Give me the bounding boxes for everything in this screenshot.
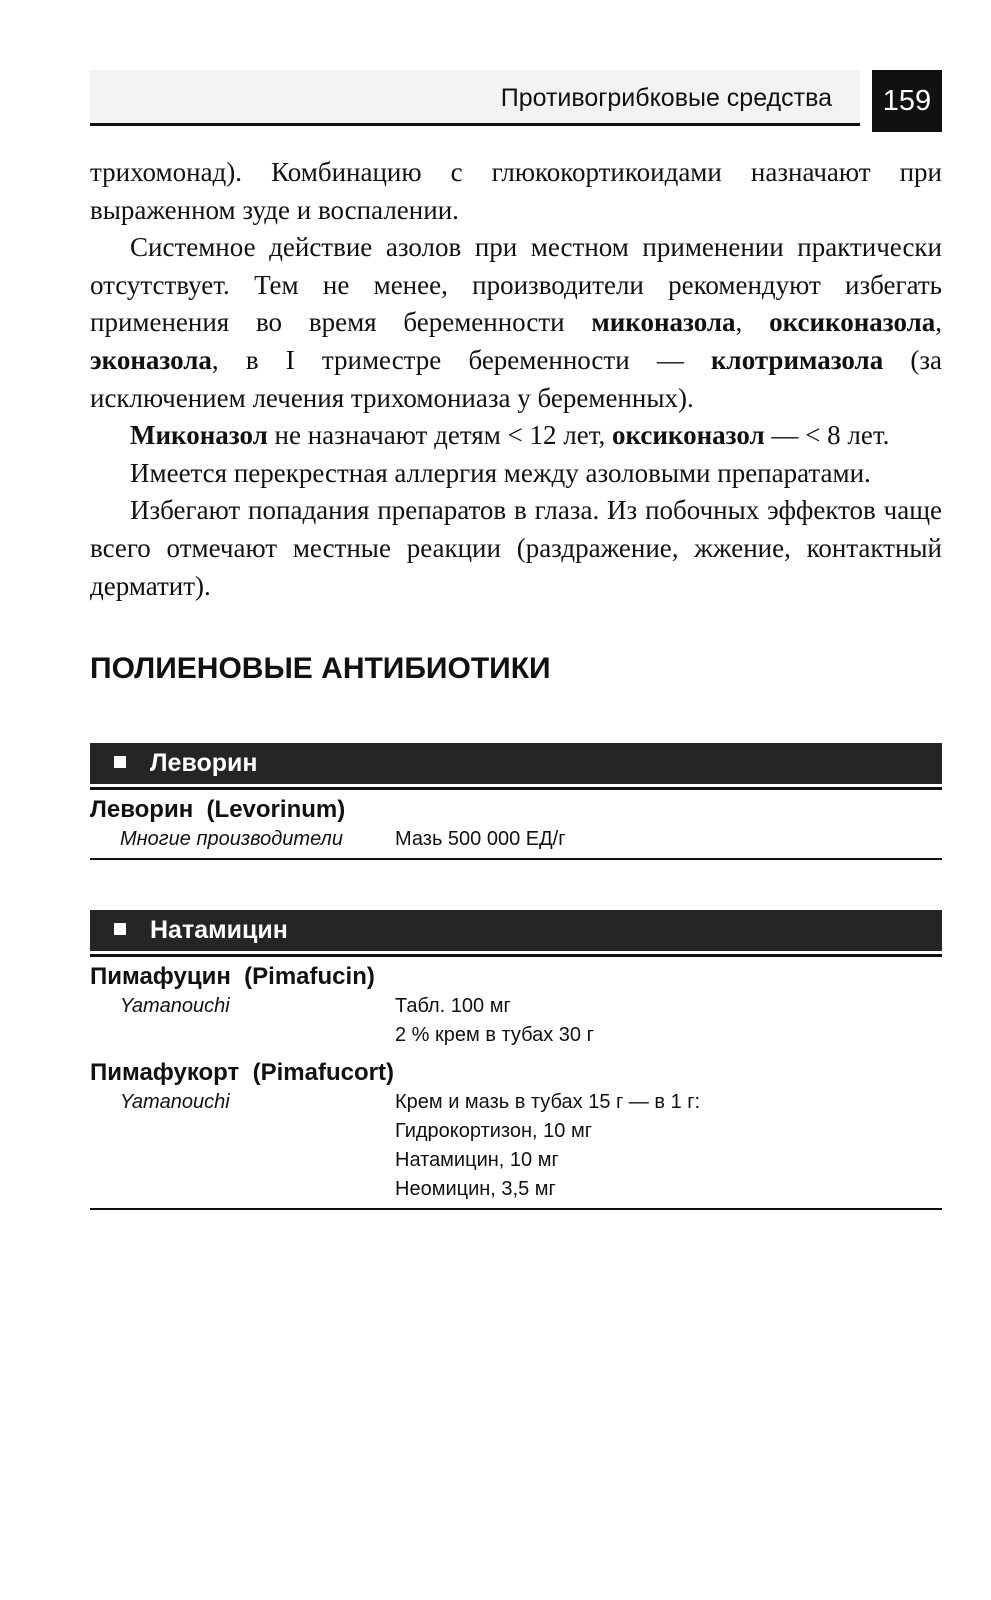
group-header-natamycin (90, 910, 942, 954)
text-run: , (735, 307, 770, 338)
running-header (90, 70, 942, 130)
manufacturer: Многие производители (120, 828, 343, 851)
drug-term: миконазола (591, 307, 736, 338)
drug-name-ru: Пимафукорт (90, 1059, 240, 1087)
dosage-form: Табл. 100 мг (395, 995, 511, 1018)
drug-name-latin: (Levorinum) (206, 796, 346, 824)
drug-name (90, 1058, 942, 1088)
manufacturer: Yamanouchi (120, 1091, 230, 1114)
dosage-form: Крем и мазь в тубах 15 г — в 1 г: (395, 1091, 701, 1114)
drug-name (90, 962, 942, 992)
running-title: Противогрибковые средства (90, 70, 860, 126)
drug-entry (90, 1088, 942, 1204)
paragraph: трихомонад). Комбинацию с глюкокортикоидами назначают при выраженном зуде и воспалении. (90, 157, 942, 225)
text-run: , (935, 307, 942, 338)
divider (90, 1208, 942, 1210)
drug-term: оксиконазола (769, 307, 936, 338)
text-run: (за исключением лечения трихомониаза у беременных). (90, 344, 942, 413)
drug-name-ru: Пимафуцин (90, 963, 231, 991)
dosage-form: Гидрокортизон, 10 мг (395, 1120, 592, 1143)
book-page (90, 70, 942, 1210)
text-run: не назначают детям < 12 лет, (267, 420, 612, 451)
text-run: Системное действие азолов при местном применении практически отсутствует. Тем не менее, производители рекомендуют избегать применения во время беременности (90, 232, 942, 338)
paragraph: Избегают попадания препаратов в глаза. Из побочных эффектов чаще всего отмечают местные реакции (раздражение, жжение, контактный дерматит). (90, 495, 942, 601)
drug-name-latin: (Pimafucort) (252, 1059, 394, 1087)
square-bullet-icon (114, 756, 126, 768)
dosage-form: 2 % крем в тубах 30 г (395, 1024, 594, 1047)
dosage-form: Натамицин, 10 мг (395, 1149, 559, 1172)
manufacturer: Yamanouchi (120, 995, 230, 1018)
drug-entry (90, 992, 942, 1050)
drug-entry (90, 825, 942, 854)
dosage-form: Неомицин, 3,5 мг (395, 1178, 556, 1201)
paragraph (90, 417, 942, 455)
section-title: ПОЛИЕНОВЫЕ АНТИБИОТИКИ (90, 652, 551, 686)
square-bullet-icon (114, 923, 126, 935)
dosage-forms (395, 825, 942, 854)
group-title: Леворин (150, 749, 258, 778)
page-number: 159 (872, 70, 942, 132)
drug-term: оксиконазол (611, 420, 765, 451)
paragraph (90, 229, 942, 417)
drug-term: эконазола (90, 344, 212, 375)
dosage-forms (395, 1088, 942, 1204)
dosage-forms (395, 992, 942, 1050)
paragraph: Имеется перекрестная аллергия между азоловыми препаратами. (130, 457, 871, 488)
text-run: , в I триместре беременности — (211, 344, 711, 375)
text-run: — < 8 лет. (764, 420, 890, 451)
group-title: Натамицин (150, 916, 288, 945)
drug-name (90, 795, 942, 825)
dosage-form: Мазь 500 000 ЕД/г (395, 828, 566, 851)
group-header-levorin (90, 743, 942, 787)
body-text (90, 154, 942, 605)
divider (90, 858, 942, 860)
drug-term: Миконазол (130, 420, 268, 451)
drug-name-ru: Леворин (90, 796, 194, 824)
drug-term: клотримазола (710, 344, 884, 375)
drug-name-latin: (Pimafucin) (244, 963, 375, 991)
